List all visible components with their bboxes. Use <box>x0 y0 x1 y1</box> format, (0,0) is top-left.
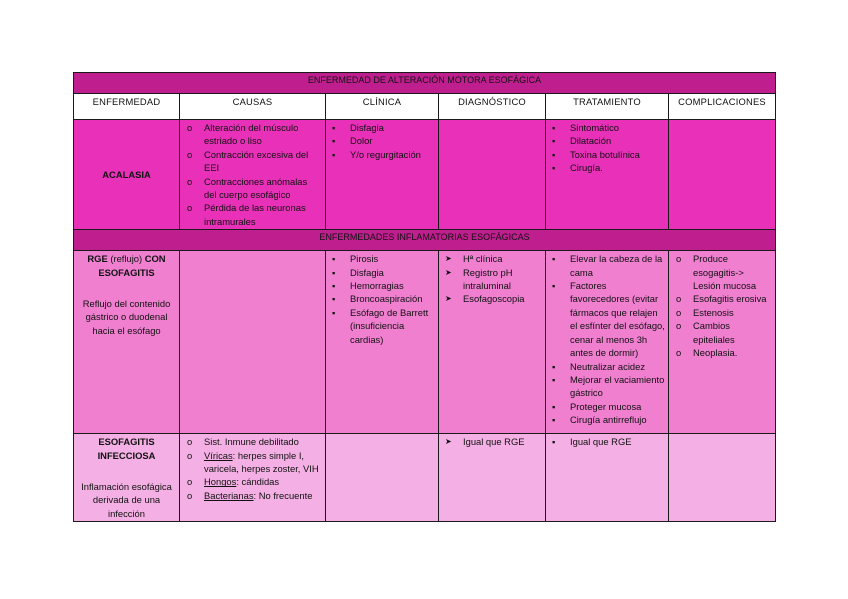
rge-abbrev: RGE <box>87 253 108 265</box>
rge-diagnostico <box>439 251 546 434</box>
rge-name <box>77 252 176 279</box>
rge-complicaciones <box>669 251 776 434</box>
list-item: o Neoplasia. <box>672 346 772 359</box>
list-item: o Esofagitis erosiva <box>672 292 772 305</box>
list-item <box>183 449 322 476</box>
esophageal-diseases-table <box>73 72 776 522</box>
viricas-text: : herpes simple I, varicela, herpes zoster, VIH <box>204 449 319 475</box>
infecciosa-complicaciones <box>669 434 776 522</box>
list-item: ▪ Disfagia <box>329 266 435 279</box>
list-item: ➤ Igual que RGE <box>442 435 542 448</box>
hongos-label: Hongos <box>204 476 237 488</box>
row-rge <box>74 251 776 434</box>
header-causas: CAUSAS <box>180 94 326 120</box>
acalasia-causas <box>180 120 326 230</box>
rge-clinica <box>326 251 439 434</box>
list-item: o Sist. Inmune debilitado <box>183 435 322 448</box>
rge-causas <box>180 251 326 434</box>
infecciosa-disease-cell <box>74 434 180 522</box>
list-item: o Contracción excesiva del EEI <box>183 148 322 175</box>
bacterianas-label: Bacterianas <box>204 489 254 501</box>
list-item: ▪ Toxina botulínica <box>549 148 665 161</box>
infecciosa-diagnostico <box>439 434 546 522</box>
list-item: ➤ Esofagoscopia <box>442 292 542 305</box>
list-item: ▪ Dilatación <box>549 134 665 147</box>
list-item: ▪ Factores favorecedores (evitar fármacos que relajen el esfínter del esófago, cenar al menos 3h antes de dormir) <box>549 279 665 359</box>
rge-name-note: (reflujo) <box>110 253 143 265</box>
list-item: ▪ Cirugía antirreflujo <box>549 413 665 426</box>
section-row-inflamatorias <box>74 230 776 251</box>
list-item <box>183 475 322 488</box>
section-title-inflamatorias: ENFERMEDADES INFLAMATORIAS ESOFÁGICAS <box>74 230 776 251</box>
list-item: o Estenosis <box>672 306 772 319</box>
infecciosa-clinica <box>326 434 439 522</box>
rge-disease-cell <box>74 251 180 434</box>
list-item: o Alteración del músculo estriado o liso <box>183 121 322 148</box>
header-enfermedad: ENFERMEDAD <box>74 94 180 120</box>
hongos-text: : cándidas <box>236 476 280 488</box>
list-item <box>183 489 322 502</box>
list-item: ▪ Y/o regurgitación <box>329 148 435 161</box>
list-item: ▪ Cirugía. <box>549 161 665 174</box>
section-title-motora: ENFERMEDAD DE ALTERACIÓN MOTORA ESOFÁGICA <box>74 73 776 94</box>
bacterianas-text: : No frecuente <box>253 489 313 501</box>
acalasia-tratamiento <box>546 120 669 230</box>
acalasia-complicaciones <box>669 120 776 230</box>
list-item: ▪ Neutralizar acidez <box>549 360 665 373</box>
list-item: o Contracciones anómalas del cuerpo esofágico <box>183 175 322 202</box>
list-item: ▪ Dolor <box>329 134 435 147</box>
row-acalasia <box>74 120 776 230</box>
infecciosa-name: ESOFAGITIS INFECCIOSA <box>97 436 156 461</box>
list-item: ▪ Pirosis <box>329 252 435 265</box>
list-item: ▪ Mejorar el vaciamiento gástrico <box>549 373 665 400</box>
header-row <box>74 94 776 120</box>
viricas-label: Víricas <box>204 449 233 461</box>
header-complicaciones: COMPLICACIONES <box>669 94 776 120</box>
list-item: ➤ Hª clínica <box>442 252 542 265</box>
list-item: o Produce esogagitis-> Lesión mucosa <box>672 252 772 292</box>
header-tratamiento: TRATAMIENTO <box>546 94 669 120</box>
row-esofagitis-infecciosa <box>74 434 776 522</box>
infecciosa-description: Inflamación esofágica derivada de una infección <box>81 481 172 519</box>
infecciosa-tratamiento <box>546 434 669 522</box>
list-item: ▪ Elevar la cabeza de la cama <box>549 252 665 279</box>
rge-name-suffix: CON ESOFAGITIS <box>98 253 166 278</box>
list-item: ▪ Igual que RGE <box>549 435 665 448</box>
infecciosa-causas <box>180 434 326 522</box>
rge-description: Reflujo del contenido gástrico o duodenal hacia el esófago <box>82 298 171 336</box>
rge-tratamiento <box>546 251 669 434</box>
list-item: o Cambios epiteliales <box>672 319 772 346</box>
acalasia-clinica <box>326 120 439 230</box>
header-diagnostico: DIAGNÓSTICO <box>439 94 546 120</box>
list-item: ▪ Hemorragias <box>329 279 435 292</box>
list-item: ▪ Proteger mucosa <box>549 400 665 413</box>
section-row-motora <box>74 73 776 94</box>
acalasia-diagnostico <box>439 120 546 230</box>
list-item: ▪ Sintomático <box>549 121 665 134</box>
list-item: ▪ Esófago de Barrett (insuficiencia cardias) <box>329 306 435 346</box>
header-clinica: CLÍNICA <box>326 94 439 120</box>
list-item: ▪ Broncoaspiración <box>329 292 435 305</box>
list-item: o Pérdida de las neuronas intramurales <box>183 201 322 228</box>
list-item: ▪ Disfagia <box>329 121 435 134</box>
list-item: ➤ Registro pH intraluminal <box>442 266 542 293</box>
acalasia-name: ACALASIA <box>74 120 180 230</box>
